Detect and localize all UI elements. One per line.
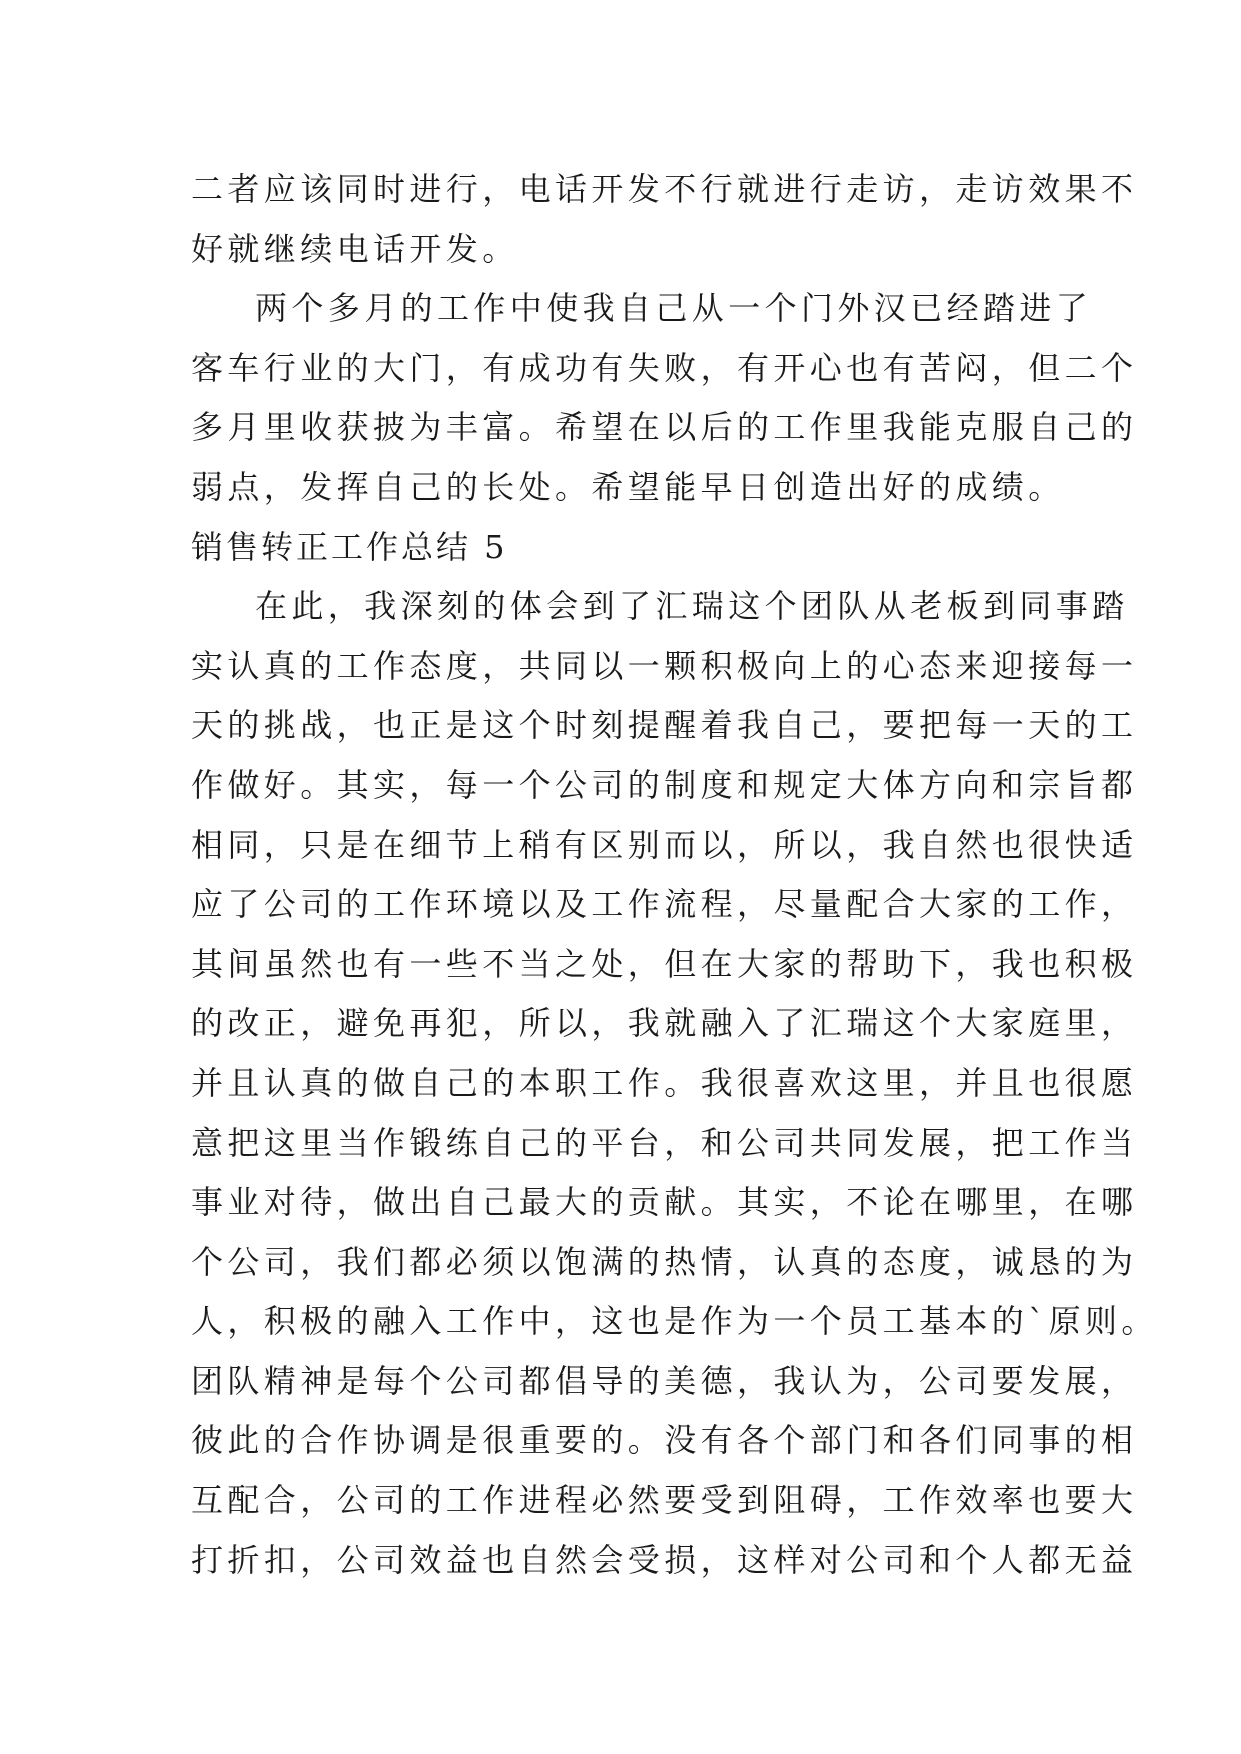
text-line: 互配合，公司的工作进程必然要受到阻碍，工作效率也要大	[191, 1481, 1138, 1520]
text-line: 在此，我深刻的体会到了汇瑞这个团队从老板到同事踏	[255, 587, 1129, 626]
text-line: 个公司，我们都必须以饱满的热情，认真的态度，诚恳的为	[191, 1242, 1138, 1281]
text-line: 人，积极的融入工作中，这也是作为一个员工基本的`原则。	[191, 1302, 1158, 1341]
section-heading	[191, 518, 1051, 578]
text-line: 天的挑战，也正是这个时刻提醒着我自己，要把每一天的工	[191, 706, 1138, 745]
text-line: 应了公司的工作环境以及工作流程，尽量配合大家的工作，	[191, 885, 1138, 924]
text-line: 客车行业的大门，有成功有失败，有开心也有苦闷，但二个	[191, 348, 1138, 387]
text-line: 意把这里当作锻练自己的平台，和公司共同发展，把工作当	[191, 1123, 1138, 1162]
text-line: 实认真的工作态度，共同以一颗积极向上的心态来迎接每一	[191, 646, 1138, 685]
text-line: 的改正，避免再犯，所以，我就融入了汇瑞这个大家庭里，	[191, 1004, 1138, 1043]
text-line: 并且认真的做自己的本职工作。我很喜欢这里，并且也很愿	[191, 1063, 1138, 1102]
text-line: 弱点，发挥自己的长处。希望能早日创造出好的成绩。	[191, 467, 1065, 506]
text-line: 相同，只是在细节上稍有区别而以，所以，我自然也很快适	[191, 825, 1138, 864]
text-line: 打折扣，公司效益也自然会受损，这样对公司和个人都无益	[191, 1540, 1138, 1579]
paragraph-2	[191, 279, 1138, 517]
text-line: 彼此的合作协调是很重要的。没有各个部门和各们同事的相	[191, 1421, 1138, 1460]
text-line: 多月里收获披为丰富。希望在以后的工作里我能克服自己的	[191, 408, 1138, 447]
text-line: 团队精神是每个公司都倡导的美德，我认为，公司要发展，	[191, 1361, 1138, 1400]
paragraph-1	[191, 160, 1138, 279]
section-heading-text: 销售转正工作总结 5	[191, 527, 508, 566]
text-line: 二者应该同时进行，电话开发不行就进行走访，走访效果不	[191, 170, 1138, 208]
text-line: 好就继续电话开发。	[191, 229, 519, 268]
paragraph-3	[191, 577, 1158, 1590]
text-line: 事业对待，做出自己最大的贡献。其实，不论在哪里，在哪	[191, 1183, 1138, 1222]
text-line: 两个多月的工作中使我自己从一个门外汉已经踏进了	[255, 289, 1093, 328]
text-line: 作做好。其实，每一个公司的制度和规定大体方向和宗旨都	[191, 765, 1138, 804]
document-body	[191, 160, 1158, 1590]
text-line: 其间虽然也有一些不当之处，但在大家的帮助下，我也积极	[191, 944, 1138, 983]
